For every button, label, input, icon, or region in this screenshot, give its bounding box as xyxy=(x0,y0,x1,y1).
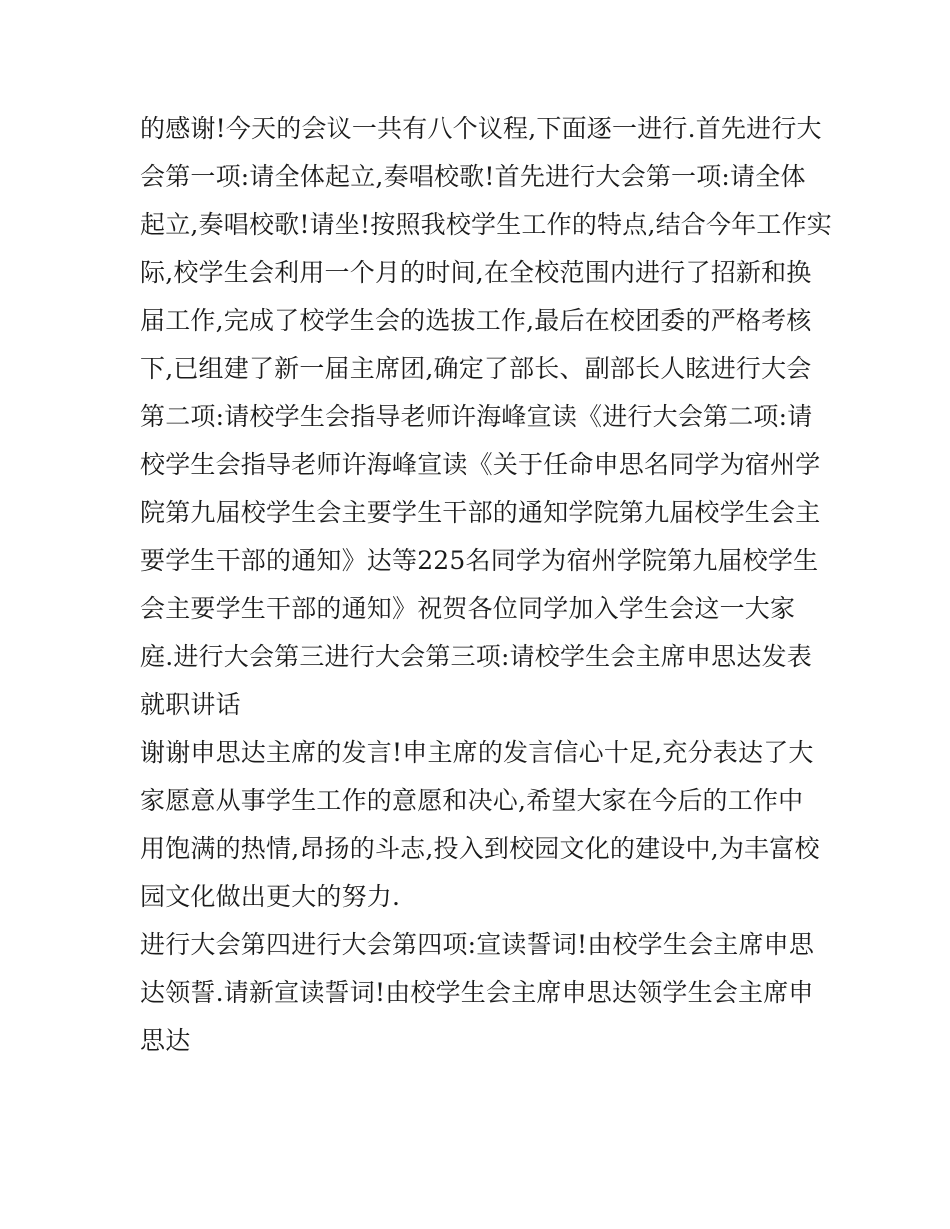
paragraph-2 xyxy=(140,729,820,921)
text-line: 庭.进行大会第三进行大会第三项:请校学生会主席申思达发表 xyxy=(140,642,812,671)
text-line: 下,已组建了新一届主席团,确定了部长、副部长人眩进行大会 xyxy=(140,354,812,383)
text-line: 的感谢!今天的会议一共有八个议程,下面逐一进行.首先进行大 xyxy=(140,114,822,143)
text-line: 校学生会指导老师许海峰宣读《关于任命申思名同学为宿州学 xyxy=(140,450,821,479)
document-body xyxy=(140,105,832,1065)
text-line: 谢谢申思达主席的发言!申主席的发言信心十足,充分表达了大 xyxy=(140,738,814,767)
text-line: 际,校学生会利用一个月的时间,在全校范围内进行了招新和换 xyxy=(140,258,812,287)
text-line: 思达 xyxy=(140,1026,191,1055)
text-line: 第二项:请校学生会指导老师许海峰宣读《进行大会第二项:请 xyxy=(140,402,813,431)
paragraph-1 xyxy=(140,105,832,729)
text-line: 要学生干部的通知》达等225名同学为宿州学院第九届校学生 xyxy=(140,546,819,575)
text-line: 会主要学生干部的通知》祝贺各位同学加入学生会这一大家 xyxy=(140,594,796,623)
text-line: 园文化做出更大的努力. xyxy=(140,882,401,911)
paragraph-3 xyxy=(140,921,820,1065)
text-line: 家愿意从事学生工作的意愿和决心,希望大家在今后的工作中 xyxy=(140,786,804,815)
text-line: 会第一项:请全体起立,奏唱校歌!首先进行大会第一项:请全体 xyxy=(140,162,806,191)
text-line: 进行大会第四进行大会第四项:宣读誓词!由校学生会主席申思 xyxy=(140,930,815,959)
text-line: 届工作,完成了校学生会的选拔工作,最后在校团委的严格考核 xyxy=(140,306,812,335)
text-line: 达领誓.请新宣读誓词!由校学生会主席申思达领学生会主席申 xyxy=(140,978,814,1007)
text-line: 起立,奏唱校歌!请坐!按照我校学生工作的特点,结合今年工作实 xyxy=(140,210,832,239)
text-line: 用饱满的热情,昂扬的斗志,投入到校园文化的建设中,为丰富校 xyxy=(140,834,820,863)
text-line: 院第九届校学生会主要学生干部的通知学院第九届校学生会主 xyxy=(140,498,821,527)
text-line: 就职讲话 xyxy=(140,690,241,719)
